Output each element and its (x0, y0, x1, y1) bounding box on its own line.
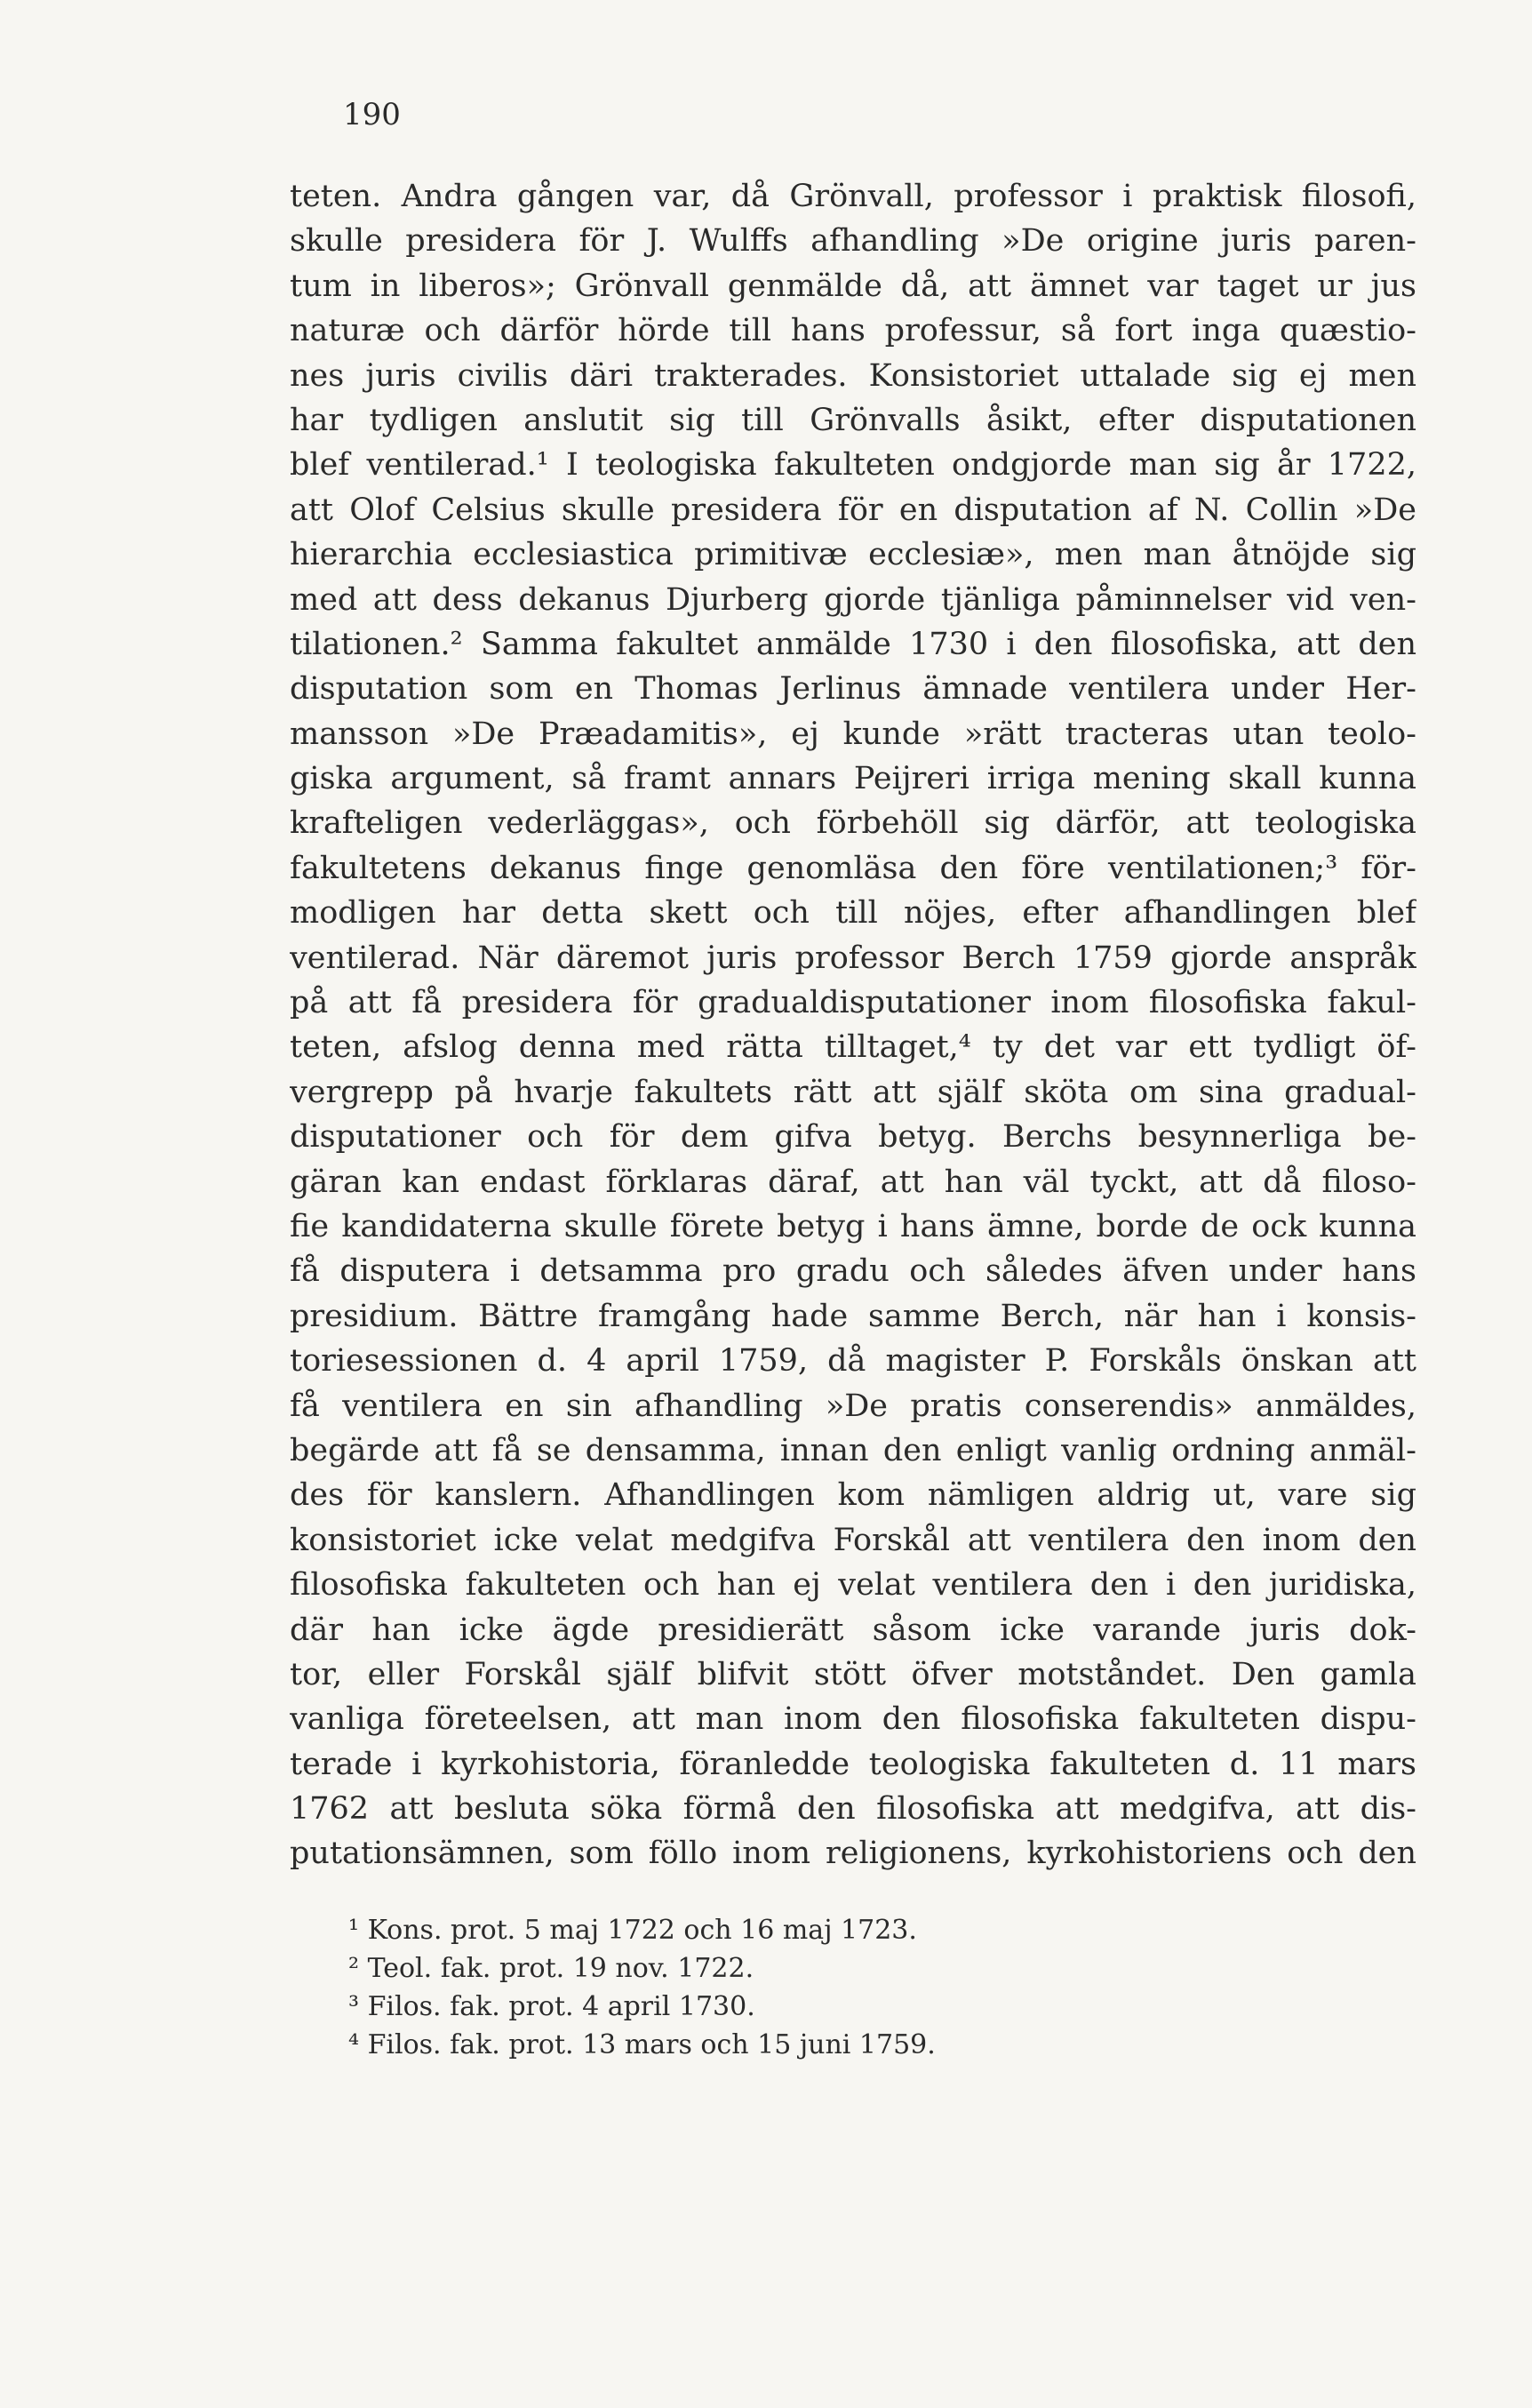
page-number: 190 (343, 97, 401, 132)
text-line: toriesessionen d. 4 april 1759, då magister P. Forskåls önskan att (290, 1343, 1416, 1380)
text-line: modligen har detta skett och till nöjes, efter afhandlingen blef (290, 895, 1416, 932)
text-line: disputation som en Thomas Jerlinus ämnade ventilera under Her- (290, 671, 1416, 708)
footnote: ¹ Kons. prot. 5 maj 1722 och 16 maj 1723. (348, 1915, 917, 1946)
footnote: ³ Filos. fak. prot. 4 april 1730. (348, 1991, 755, 2022)
text-line: har tydligen anslutit sig till Grönvalls åsikt, efter disputationen (290, 402, 1416, 438)
text-line: ventilerad. När däremot juris professor Berch 1759 gjorde anspråk (290, 940, 1416, 976)
text-line: naturæ och därför hörde till hans professur, så fort inga quæstio- (290, 313, 1416, 349)
text-line: där han icke ägde presidierätt såsom icke varande juris dok- (290, 1612, 1416, 1648)
text-line: giska argument, så framt annars Peijreri irriga mening skall kunna (290, 761, 1416, 797)
text-line: hierarchia ecclesiastica primitivæ ecclesiæ», men man åtnöjde sig (290, 537, 1416, 573)
footnote: ⁴ Filos. fak. prot. 13 mars och 15 juni 1759. (348, 2029, 936, 2060)
footnotes (348, 1911, 1237, 2064)
text-line: fie kandidaterna skulle förete betyg i hans ämne, borde de ock kunna (290, 1208, 1416, 1244)
text-line: teten, afslog denna med rätta tilltaget,⁴ ty det var ett tydligt öf- (290, 1029, 1416, 1066)
text-line: filosofiska fakulteten och han ej velat ventilera den i den juridiska, (290, 1567, 1416, 1604)
text-line: blef ventilerad.¹ I teologiska fakulteten ondgjorde man sig år 1722, (290, 447, 1416, 484)
text-line: putationsämnen, som föllo inom religionens, kyrkohistoriens och den (290, 1836, 1416, 1872)
text-line: begärde att få se densamma, innan den enligt vanlig ordning anmäl- (290, 1432, 1416, 1468)
text-line: tor, eller Forskål själf blifvit stött öfver motståndet. Den gamla (290, 1656, 1416, 1692)
text-line: vergrepp på hvarje fakultets rätt att själf sköta om sina gradual- (290, 1074, 1416, 1110)
text-line: terade i kyrkohistoria, föranledde teologiska fakulteten d. 11 mars (290, 1746, 1416, 1782)
text-line: des för kanslern. Afhandlingen kom nämligen aldrig ut, vare sig (290, 1477, 1416, 1514)
text-line: mansson »De Præadamitis», ej kunde »rätt tracteras utan teolo- (290, 716, 1416, 752)
text-line: disputationer och för dem gifva betyg. Berchs besynnerliga be- (290, 1119, 1416, 1156)
text-line: konsistoriet icke velat medgifva Forskål att ventilera den inom den (290, 1522, 1416, 1558)
text-line: fakultetens dekanus finge genomläsa den före ventilationen;³ för- (290, 850, 1416, 886)
footnote: ² Teol. fak. prot. 19 nov. 1722. (348, 1953, 754, 1984)
text-line: nes juris civilis däri trakterades. Konsistoriet uttalade sig ej men (290, 357, 1416, 394)
text-line: teten. Andra gången var, då Grönvall, professor i praktisk filosofi, (290, 179, 1416, 214)
text-line: gäran kan endast förklaras däraf, att han väl tyckt, att då filoso- (290, 1164, 1416, 1200)
text-line: få ventilera en sin afhandling »De pratis conserendis» anmäldes, (290, 1388, 1416, 1424)
text-line: att Olof Celsius skulle presidera för en disputation af N. Collin »De (290, 492, 1416, 528)
text-line: med att dess dekanus Djurberg gjorde tjänliga påminnelser vid ven- (290, 581, 1416, 618)
body-text (290, 174, 1416, 1876)
text-line: tilationen.² Samma fakultet anmälde 1730 i den filosofiska, att den (290, 626, 1416, 662)
text-line: presidium. Bättre framgång hade samme Berch, när han i konsis- (290, 1298, 1416, 1334)
text-line: vanliga företeelsen, att man inom den filosofiska fakulteten dispu- (290, 1701, 1416, 1738)
text-line: krafteligen vederläggas», och förbehöll sig därför, att teologiska (290, 805, 1416, 842)
text-line: skulle presidera för J. Wulffs afhandling »De origine juris paren- (290, 223, 1416, 260)
text-line: 1762 att besluta söka förmå den filosofiska att medgifva, att dis- (290, 1791, 1416, 1828)
text-line: tum in liberos»; Grönvall genmälde då, att ämnet var taget ur jus (290, 268, 1416, 304)
text-line: på att få presidera för gradualdisputationer inom filosofiska fakul- (290, 985, 1416, 1021)
text-line: få disputera i detsamma pro gradu och således äfven under hans (290, 1253, 1416, 1290)
